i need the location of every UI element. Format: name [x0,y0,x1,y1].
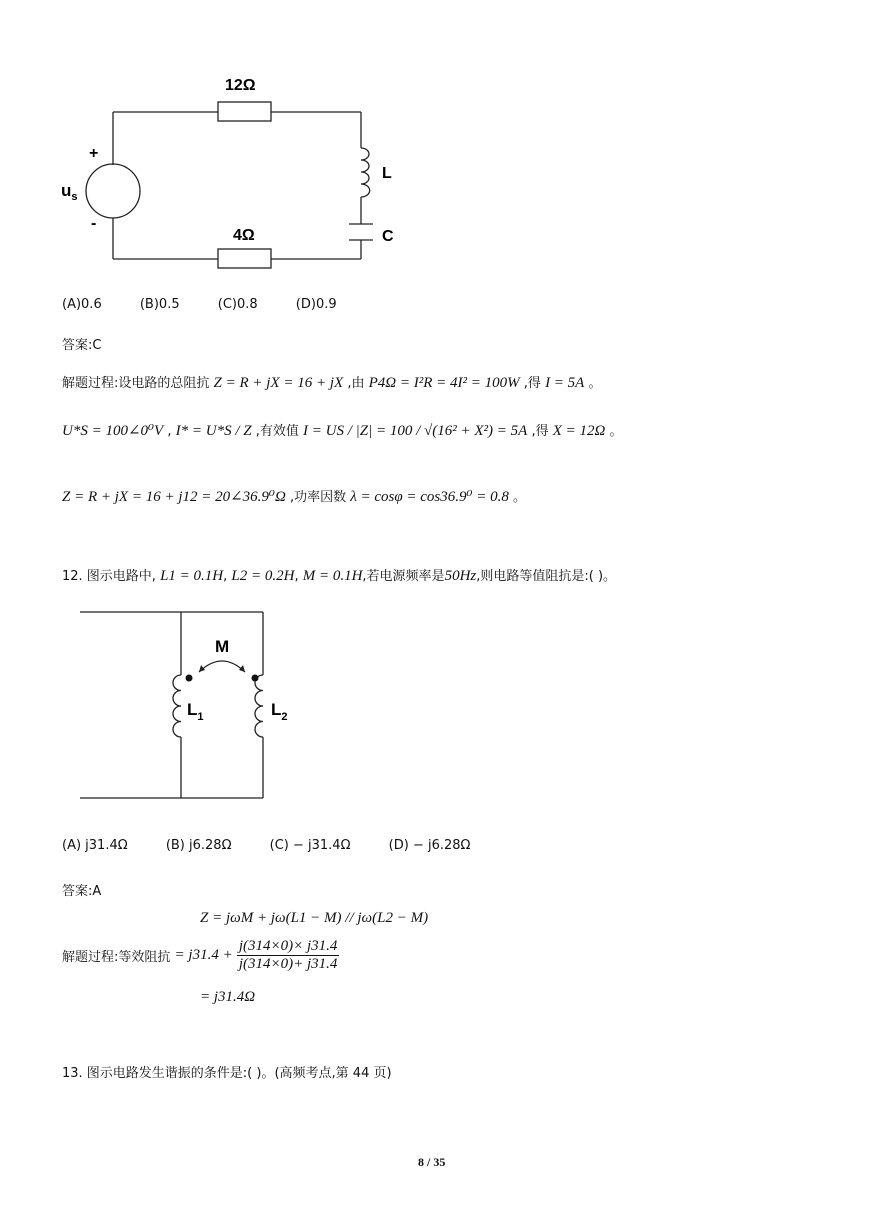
page-number: 8 / 35 [418,1155,446,1169]
q11-solution-line-3: Z = R + jX = 16 + j12 = 20∠36.9⁰Ω ,功率因数 λ = cosφ = cos36.9⁰ = 0.8 。 [62,489,527,505]
q12-option-d[interactable]: (D) − j6.28Ω [388,838,471,853]
current-phasor-eq: I* = U*S / Z [175,423,252,439]
reactance-eq: X = 12Ω [552,423,606,439]
q11-option-a[interactable]: (A)0.6 [62,297,102,312]
q12-options [62,838,504,853]
q12-answer: 答案:A [62,884,102,899]
q11-answer: 答案:C [62,338,102,353]
q12-eq-line-1: Z = jωM + jω(L1 − M) // jω(L2 − M) [200,910,429,926]
q12-option-a[interactable]: (A) j31.4Ω [62,838,128,853]
power-eq: P4Ω = I²R = 4I² = 100W [368,375,520,391]
q12-fraction: $\frac{j(314\times 0)\times j31.4}{j(314\times 0)+ j31.4}$ [238,938,338,972]
resistor-bottom-label: 4Ω [233,227,255,244]
coupled-inductor-circuit-diagram [75,600,315,810]
q11-option-b[interactable]: (B)0.5 [139,297,180,312]
q12-option-b[interactable]: (B) j6.28Ω [165,838,232,853]
q11-option-d[interactable]: (D)0.9 [295,297,337,312]
q12-eq-line-3: = j31.4Ω [200,989,256,1005]
total-impedance-eq: Z = R + jX = 16 + jX [213,375,344,391]
inductor-label: L [382,165,392,182]
capacitor-label: C [382,228,394,245]
source-phasor-eq: U*S = 100∠0⁰V [62,423,164,439]
inductor-l1-label: $L_1$ [187,700,204,723]
q12-solution-line-2: 解题过程:等效阻抗 = j31.4 + $\frac{j(314\times 0)\times j31.4}{j(314\times 0)+ j31.4}$ [62,938,338,972]
series-rlc-circuit-diagram [55,60,415,285]
mutual-inductance-label: M [215,637,230,656]
q12-option-c[interactable]: (C) − j31.4Ω [269,838,351,853]
q11-options [62,297,371,312]
impedance-polar-eq: Z = R + jX = 16 + j12 = 20∠36.9⁰Ω [62,489,286,505]
effective-current-eq: I = US / |Z| = 100 / √(16² + X²) = 5A [303,423,528,439]
power-factor-eq: λ = cosφ = cos36.9⁰ = 0.8 [350,489,509,505]
q11-solution-line-1: 解题过程:设电路的总阻抗 Z = R + jX = 16 + jX ,由 P4Ω = I²R = 4I² = 100W ,得 I = 5A 。 [62,375,602,391]
source-label: $u_s$ [61,181,78,203]
q11-option-c[interactable]: (C)0.8 [217,297,258,312]
current-eq: I = 5A [545,375,585,391]
q11-solution-line-2: U*S = 100∠0⁰V , I* = U*S / Z ,有效值 I = US / |Z| = 100 / √(16² + X²) = 5A ,得 X = 12Ω 。 [62,423,623,439]
inductor-l2-label: $L_2$ [271,700,288,723]
q12-stem: 12. 图示电路中, L1 = 0.1H, L2 = 0.2H, M = 0.1H,若电源频率是50Hz,则电路等值阻抗是:( )。 [62,568,617,584]
source-minus-label: - [91,215,97,232]
resistor-top-label: 12Ω [225,77,256,94]
q13-stem: 13. 图示电路发生谐振的条件是:( )。(高频考点,第 44 页) [62,1066,392,1081]
source-plus-label: + [89,145,99,162]
